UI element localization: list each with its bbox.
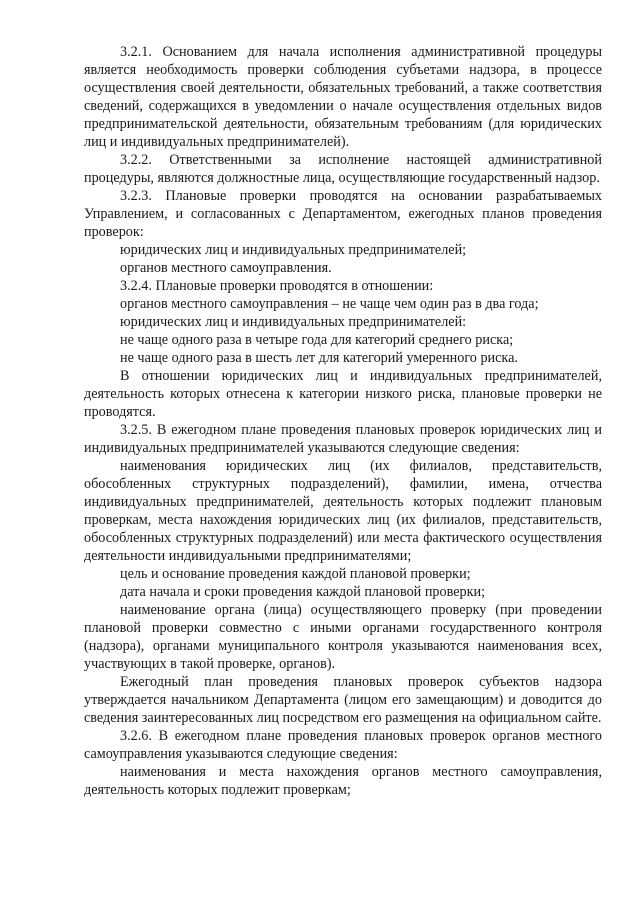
list-item-purpose: цель и основание проведения каждой плановой проверки; (120, 566, 471, 582)
list-item-moderate-risk: не чаще одного раза в шесть лет для категорий умеренного риска. (120, 350, 518, 366)
paragraph-3-2-4: 3.2.4. Плановые проверки проводятся в отношении: (120, 278, 434, 294)
paragraph-3-2-3: 3.2.3. Плановые проверки проводятся на основании разрабатываемых Управлением, и согласованных с Департаментом, ежегодных планов проведения проверок: (84, 188, 602, 240)
list-item-local-government-names: наименования и места нахождения органов местного самоуправления, деятельность которых подлежит проверкам; (84, 764, 602, 798)
paragraph-3-2-2: 3.2.2. Ответственными за исполнение настоящей административной процедуры, являются должностные лица, осуществляющие государственный надзор. (84, 152, 602, 186)
list-item-medium-risk: не чаще одного раза в четыре года для категорий среднего риска; (120, 332, 514, 348)
list-item-local-government-frequency: органов местного самоуправления – не чаще чем один раз в два года; (120, 296, 539, 312)
list-item-authority: наименование органа (лица) осуществляющего проверку (при проведении плановой проверки совместно с иными органами государственного контроля (надзора), органами муниципального контроля указываются наименования всех, участвующих в такой проверке, органов). (84, 602, 602, 672)
paragraph-3-2-1: 3.2.1. Основанием для начала исполнения административной процедуры является необходимость проверки соблюдения субъетами надзора, в процессе осуществления своей деятельности, обязательных требований, а также соответствия сведений, содержащихся в уведомлении о начале осуществления отдельных видов предпринимательской деятельности, обязательным требованиям (для юридических лиц и индивидуальных предпринимателей). (84, 44, 602, 150)
paragraph-3-2-6: 3.2.6. В ежегодном плане проведения плановых проверок органов местного самоуправления указываются следующие сведения: (84, 728, 602, 762)
list-item-legal-entities: юридических лиц и индивидуальных предпринимателей; (120, 242, 467, 258)
list-item-legal-entities-header: юридических лиц и индивидуальных предпринимателей: (120, 314, 467, 330)
paragraph-low-risk: В отношении юридических лиц и индивидуальных предпринимателей, деятельность которых отнесена к категории низкого риска, плановые проверки не проводятся. (84, 368, 602, 420)
list-item-names: наименования юридических лиц (их филиалов, представительств, обособленных структурных подразделений), фамилии, имена, отчества индивидуальных предпринимателей, деятельность которых подлежит плановым проверкам, места нахождения юридических лиц (их филиалов, представительств, обособленных структурных подразделений) или места фактического осуществления деятельности индивидуальными предпринимателями; (84, 458, 602, 564)
list-item-dates: дата начала и сроки проведения каждой плановой проверки; (120, 584, 486, 600)
list-item-local-government: органов местного самоуправления. (120, 260, 332, 276)
paragraph-3-2-5: 3.2.5. В ежегодном плане проведения плановых проверок юридических лиц и индивидуальных предпринимателей указываются следующие сведения: (84, 422, 602, 456)
document-page (84, 43, 602, 799)
paragraph-annual-plan: Ежегодный план проведения плановых проверок субъектов надзора утверждается начальником Департамента (лицом его замещающим) и доводится до сведения заинтересованных лиц посредством его размещения на официальном сайте. (84, 674, 602, 726)
